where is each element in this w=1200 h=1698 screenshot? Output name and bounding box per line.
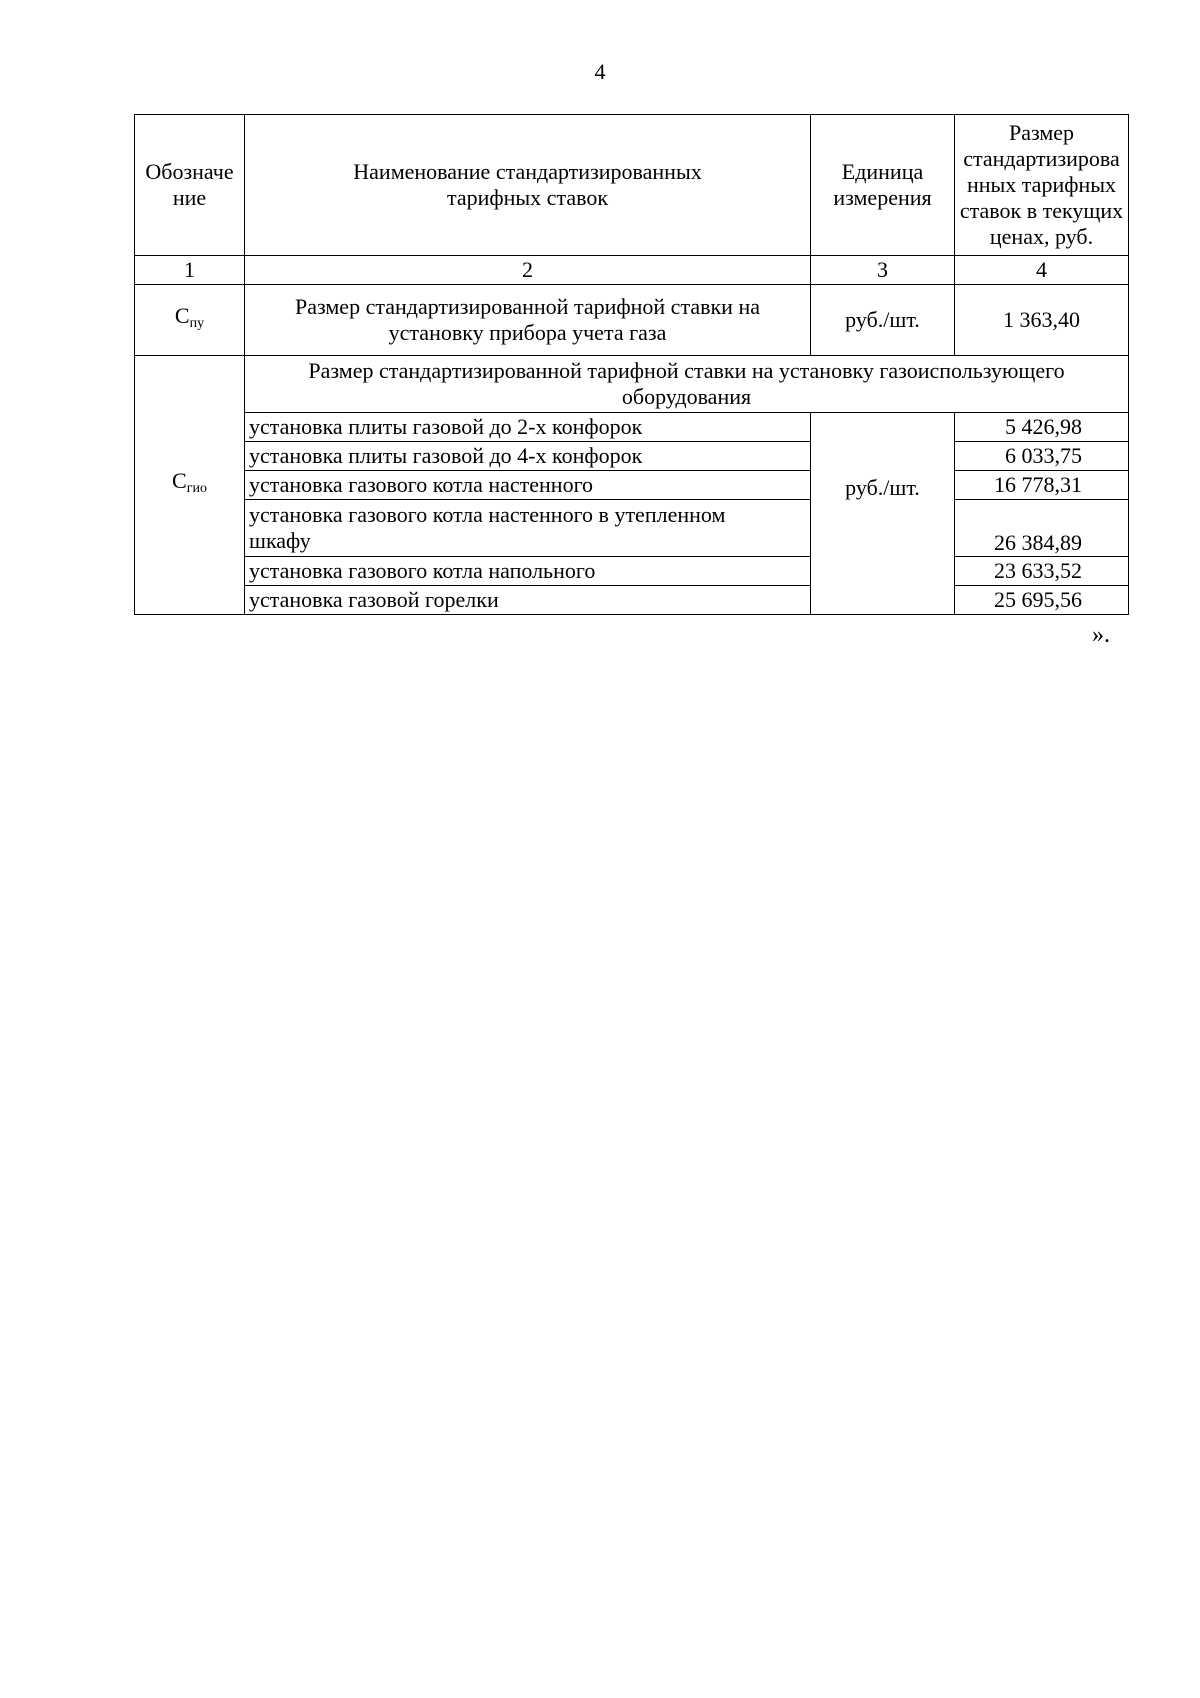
unit-pu: руб./шт. — [811, 285, 955, 356]
item-name: установка газовой горелки — [245, 586, 811, 615]
table-header-row — [135, 115, 1129, 256]
header-name-line2: тарифных ставок — [446, 185, 609, 210]
header-size-line2: стандартизирова — [963, 146, 1120, 171]
header-designation-line2: ние — [172, 185, 207, 210]
gio-group-title-line1: Размер стандартизированной тарифной ставки на установку газоиспользующего — [308, 358, 1065, 383]
header-size-line5: ценах, руб. — [989, 224, 1094, 249]
designation-pu-subscript: пу — [189, 316, 205, 331]
item-name-line2: шкафу — [249, 528, 311, 553]
header-size-line3: нных тарифных — [966, 172, 1117, 197]
table-row — [135, 586, 1129, 615]
name-pu — [245, 285, 811, 356]
value-pu: 1 363,40 — [955, 285, 1129, 356]
name-pu-line1: Размер стандартизированной тарифной ставки на — [295, 294, 760, 319]
header-name — [245, 115, 811, 256]
column-number-row — [135, 256, 1129, 285]
column-number-1: 1 — [135, 256, 245, 285]
column-number-3: 3 — [811, 256, 955, 285]
table-row — [135, 413, 1129, 442]
item-name: установка плиты газовой до 4-х конфорок — [245, 442, 811, 471]
column-number-2: 2 — [245, 256, 811, 285]
header-unit-line1: Единица — [841, 159, 924, 184]
designation-gio — [135, 356, 245, 615]
item-name: установка газового котла настенного — [245, 471, 811, 500]
header-size — [955, 115, 1129, 256]
column-number-4: 4 — [955, 256, 1129, 285]
designation-gio-subscript: гио — [186, 481, 207, 496]
header-designation-line1: Обозначе — [145, 159, 234, 184]
table-row-pu — [135, 285, 1129, 356]
header-unit-line2: измерения — [833, 185, 932, 210]
item-name: установка газового котла напольного — [245, 557, 811, 586]
item-value: 6 033,75 — [955, 442, 1129, 471]
table-row — [135, 442, 1129, 471]
table-row — [135, 557, 1129, 586]
tariff-table — [134, 114, 1129, 615]
item-name — [245, 500, 811, 557]
page-number: 4 — [594, 59, 606, 84]
item-value: 23 633,52 — [955, 557, 1129, 586]
gio-group-title — [245, 356, 1129, 413]
item-value: 16 778,31 — [955, 471, 1129, 500]
item-value: 5 426,98 — [955, 413, 1129, 442]
header-name-line1: Наименование стандартизированных — [353, 159, 702, 184]
name-pu-line2: установку прибора учета газа — [388, 320, 667, 345]
table-row — [135, 471, 1129, 500]
header-size-line1: Размер — [1008, 120, 1075, 145]
closing-quote-mark: ». — [1092, 622, 1110, 648]
item-name: установка плиты газовой до 2-х конфорок — [245, 413, 811, 442]
unit-gio: руб./шт. — [811, 413, 955, 615]
table-row — [135, 500, 1129, 557]
item-value: 25 695,56 — [955, 586, 1129, 615]
item-value: 26 384,89 — [955, 500, 1129, 557]
table-row-gio-title — [135, 356, 1129, 413]
designation-gio-symbol: С — [172, 468, 187, 493]
header-size-line4: ставок в текущих — [959, 198, 1124, 223]
designation-pu — [135, 285, 245, 356]
item-name-line1: установка газового котла настенного в утепленном — [249, 502, 726, 527]
header-designation — [135, 115, 245, 256]
header-unit — [811, 115, 955, 256]
designation-pu-symbol: С — [174, 303, 190, 328]
gio-group-title-line2: оборудования — [621, 384, 752, 409]
